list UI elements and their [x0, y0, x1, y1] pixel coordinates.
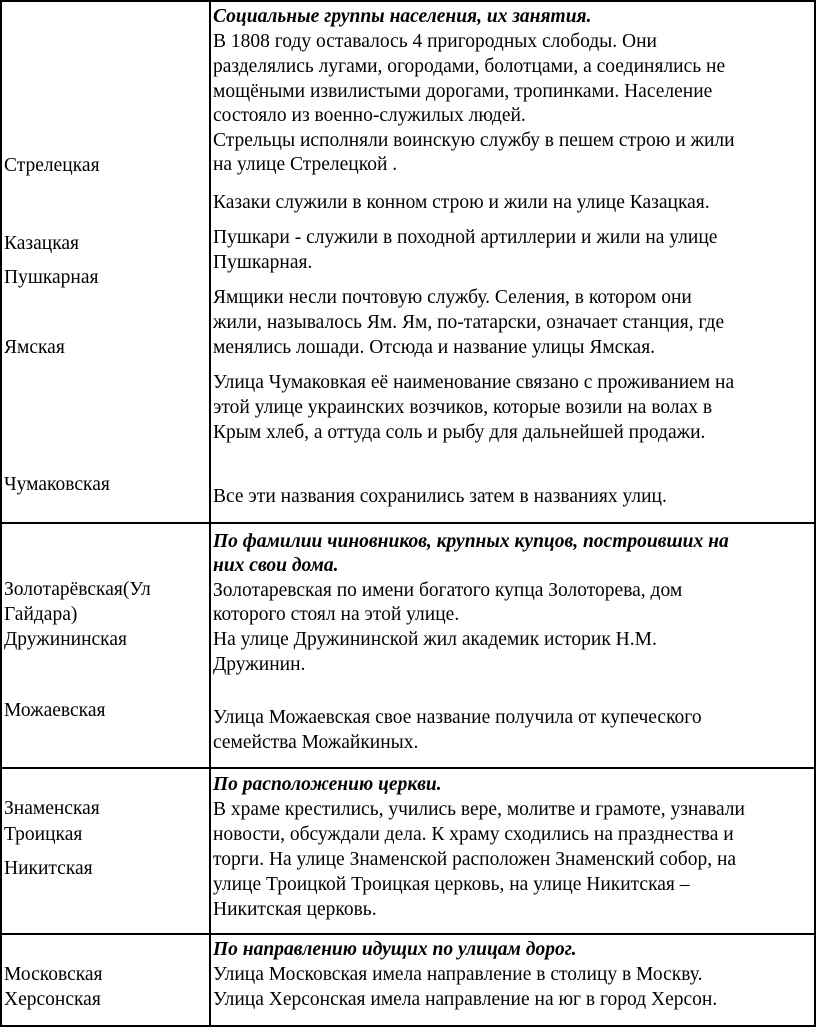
table-border-top: [0, 0, 816, 2]
description-line: новости, обсуждали дела. К храму сходились на празднества и: [213, 824, 734, 845]
description-line: Пушкари - служили в походной артиллерии и жили на улице: [213, 227, 718, 248]
description-line: Золотаревская по имени богатого купца Золоторева, дом: [213, 580, 683, 601]
description-line: В храме крестились, учились вере, молитве и грамоте, узнавали: [213, 799, 745, 820]
section-heading: По расположению церкви.: [213, 774, 442, 795]
row-divider: [0, 933, 816, 935]
street-name: Знаменская: [4, 798, 100, 819]
description-line: Дружинин.: [213, 654, 306, 675]
description-line: Улица Можаевская свое название получила от купеческого: [213, 707, 702, 728]
street-name: Золотарёвская(Ул: [4, 579, 151, 600]
description-line: Пушкарная.: [213, 252, 313, 273]
description-line: которого стоял на этой улице.: [213, 604, 460, 625]
description-line: На улице Дружининской жил академик историк Н.М.: [213, 629, 657, 650]
street-name: Стрелецкая: [4, 155, 100, 176]
description-line: торги. На улице Знаменской расположен Знаменский собор, на: [213, 849, 737, 870]
description-line: на улице Стрелецкой .: [213, 154, 398, 175]
description-line: Все эти названия сохранились затем в названиях улиц.: [213, 486, 667, 507]
table-border-bottom: [0, 1025, 816, 1027]
description-line: мощёными извилистыми дорогами, тропинками. Население: [213, 81, 713, 102]
description-line: Улица Чумаковкая её наименование связано с проживанием на: [213, 372, 735, 393]
section-heading: Социальные группы населения, их занятия.: [213, 6, 592, 27]
table-border-right: [814, 0, 816, 1027]
description-line: Улица Херсонская имела направление на юг в город Херсон.: [213, 989, 718, 1010]
section-heading: По направлению идущих по улицам дорог.: [213, 939, 577, 960]
section-heading: По фамилии чиновников, крупных купцов, построивших на: [213, 531, 729, 552]
section-heading: них свои дома.: [213, 555, 339, 576]
description-line: В 1808 году оставалось 4 пригородных слободы. Они: [213, 31, 657, 52]
column-divider: [209, 0, 211, 1027]
street-name: Чумаковская: [4, 474, 110, 495]
street-name: Троицкая: [4, 824, 83, 845]
street-name: Херсонская: [4, 989, 101, 1010]
table-border-left: [0, 0, 2, 1027]
description-line: разделялись лугами, огородами, болотцами, а соединялись не: [213, 56, 726, 77]
description-line: улице Троицкой Троицкая церковь, на улице Никитская –: [213, 874, 690, 895]
row-divider: [0, 767, 816, 769]
street-name: Дружининская: [4, 629, 127, 650]
row-divider: [0, 522, 816, 524]
street-name: Московская: [4, 964, 103, 985]
description-line: семейства Можайкиных.: [213, 732, 419, 753]
description-line: Ямщики несли почтовую службу. Селения, в котором они: [213, 287, 692, 308]
description-line: менялись лошади. Отсюда и название улицы Ямская.: [213, 337, 656, 358]
street-name: Гайдара): [4, 604, 78, 625]
description-line: Крым хлеб, а оттуда соль и рыбу для дальнейшей продажи.: [213, 422, 706, 443]
street-name: Можаевская: [4, 700, 106, 721]
description-line: этой улице украинских возчиков, которые возили на волах в: [213, 397, 713, 418]
street-name: Казацкая: [4, 233, 80, 254]
street-name: Никитская: [4, 858, 93, 879]
description-line: Никитская церковь.: [213, 899, 377, 920]
description-line: Улица Московская имела направление в столицу в Москву.: [213, 964, 703, 985]
description-line: Казаки служили в конном строю и жили на улице Казацкая.: [213, 192, 710, 213]
description-line: жили, называлось Ям. Ям, по-татарски, означает станция, где: [213, 312, 725, 333]
street-name: Пушкарная: [4, 267, 99, 288]
description-line: Стрельцы исполняли воинскую службу в пешем строю и жили: [213, 130, 735, 151]
street-name: Ямская: [4, 337, 65, 358]
description-line: состояло из военно-служилых людей.: [213, 105, 526, 126]
